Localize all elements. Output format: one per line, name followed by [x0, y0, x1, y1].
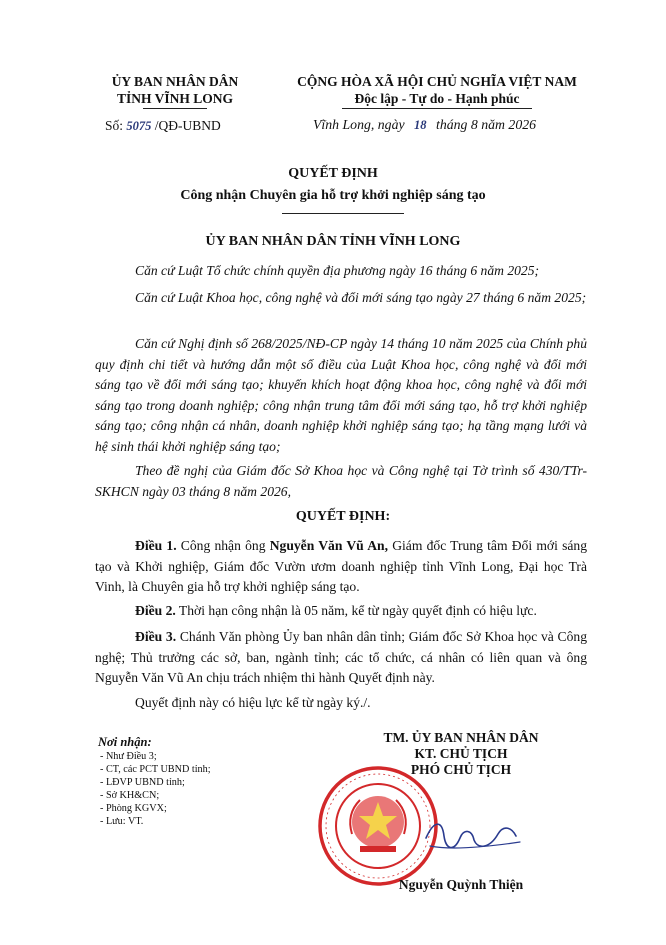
- effective-clause: Quyết định này có hiệu lực kể từ ngày ký./.: [135, 695, 371, 710]
- preamble-2: Căn cứ Luật Khoa học, công nghệ và đổi mới sáng tạo ngày 27 tháng 6 năm 2025;: [135, 290, 587, 305]
- subject-underline: [282, 213, 404, 214]
- handwritten-signature-icon: [420, 808, 530, 868]
- date-prefix: Vĩnh Long, ngày: [313, 117, 405, 132]
- document-subject: Công nhận Chuyên gia hỗ trợ khởi nghiệp sáng tạo: [180, 188, 486, 203]
- national-header: [272, 73, 602, 107]
- recipients-block: [98, 734, 298, 828]
- article-2-label: Điều 2.: [135, 603, 176, 618]
- article-3-text: Chánh Văn phòng Ủy ban nhân dân tỉnh; Giám đốc Sở Khoa học và Công nghệ; Thủ trưởng các sở, ban, ngành tỉnh; các tổ chức, cá nhân có liên quan và ông Nguyễn Văn Vũ An chịu trách nhiệm thi hành Quyết định này.: [95, 629, 587, 685]
- preamble-1: Căn cứ Luật Tổ chức chính quyền địa phương ngày 16 tháng 6 năm 2025;: [135, 263, 540, 278]
- decision-heading: QUYẾT ĐỊNH:: [295, 509, 391, 524]
- issuer-line1: ỦY BAN NHÂN DÂN: [111, 74, 239, 89]
- signature-line1: TM. ỦY BAN NHÂN DÂN: [383, 730, 539, 745]
- signature-line2: KT. CHỦ TỊCH: [414, 746, 508, 761]
- date-day: 18: [414, 118, 427, 132]
- recipient-item: - Sở KH&CN;: [100, 790, 160, 801]
- article-3: [95, 627, 587, 689]
- document-number: [105, 118, 221, 134]
- recipients-title: Nơi nhận:: [98, 735, 152, 749]
- article-2-text: Thời hạn công nhận là 05 năm, kể từ ngày quyết định có hiệu lực.: [175, 603, 537, 618]
- article-3-label: Điều 3.: [135, 629, 177, 644]
- preamble-4: Theo đề nghị của Giám đốc Sở Khoa học và Công nghệ tại Tờ trình số 430/TTr-SKHCN ngày 03 tháng 8 năm 2026,: [95, 463, 587, 499]
- article-1: [95, 536, 587, 598]
- signer-name: Nguyễn Quỳnh Thiện: [398, 877, 524, 892]
- national-motto: Độc lập - Tự do - Hạnh phúc: [354, 91, 520, 106]
- issuing-authority: ỦY BAN NHÂN DÂN TỈNH VĨNH LONG: [205, 234, 461, 249]
- recipient-item: - LĐVP UBND tỉnh;: [100, 777, 185, 788]
- article-1-label: Điều 1.: [135, 538, 177, 553]
- number-value: 5075: [126, 119, 152, 133]
- national-title: CỘNG HÒA XÃ HỘI CHỦ NGHĨA VIỆT NAM: [297, 74, 577, 89]
- recipient-item: - Như Điều 3;: [100, 751, 157, 762]
- place-date: [313, 117, 536, 133]
- issuer-block: [85, 73, 265, 107]
- issuer-underline: [143, 108, 207, 109]
- recipient-item: - CT, các PCT UBND tỉnh;: [100, 764, 211, 775]
- preamble-3: Căn cứ Nghị định số 268/2025/NĐ-CP ngày 14 tháng 10 năm 2025 của Chính phủ quy định chi tiết và hướng dẫn một số điều của Luật Khoa học, công nghệ và đổi mới sáng tạo về đổi mới sáng tạo; khuyến khích hoạt động khoa học, công nghệ và đổi mới sáng tạo trong doanh nghiệp; công nhận trung tâm đổi mới sáng tạo, hỗ trợ khởi nghiệp sáng tạo; công nhận cá nhân, doanh nghiệp khởi nghiệp sáng tạo; hạ tầng mạng lưới và hệ sinh thái khởi nghiệp sáng tạo;: [95, 336, 587, 454]
- document-kind: QUYẾT ĐỊNH: [288, 166, 378, 181]
- number-prefix: Số:: [105, 118, 124, 133]
- article-1-name: Nguyễn Văn Vũ An,: [269, 538, 388, 553]
- date-suffix: tháng 8 năm 2026: [436, 117, 537, 132]
- article-1-text1: Công nhận ông: [176, 538, 270, 553]
- number-suffix: /QĐ-UBND: [154, 118, 221, 133]
- recipient-item: - Lưu: VT.: [100, 816, 144, 827]
- motto-underline: [342, 108, 532, 109]
- issuer-line2: TỈNH VĨNH LONG: [116, 91, 234, 106]
- signature-line3: PHÓ CHỦ TỊCH: [410, 762, 512, 777]
- article-1-text2: Giám đốc Trung tâm Đổi mới sáng tạo và Khởi nghiệp, Giám đốc Vườn ươm doanh nghiệp tỉnh Vĩnh Long, Đại học Trà Vinh, là Chuyên gia hỗ trợ khởi nghiệp sáng tạo.: [95, 538, 587, 594]
- article-2: [95, 601, 587, 622]
- recipient-item: - Phòng KGVX;: [100, 803, 167, 814]
